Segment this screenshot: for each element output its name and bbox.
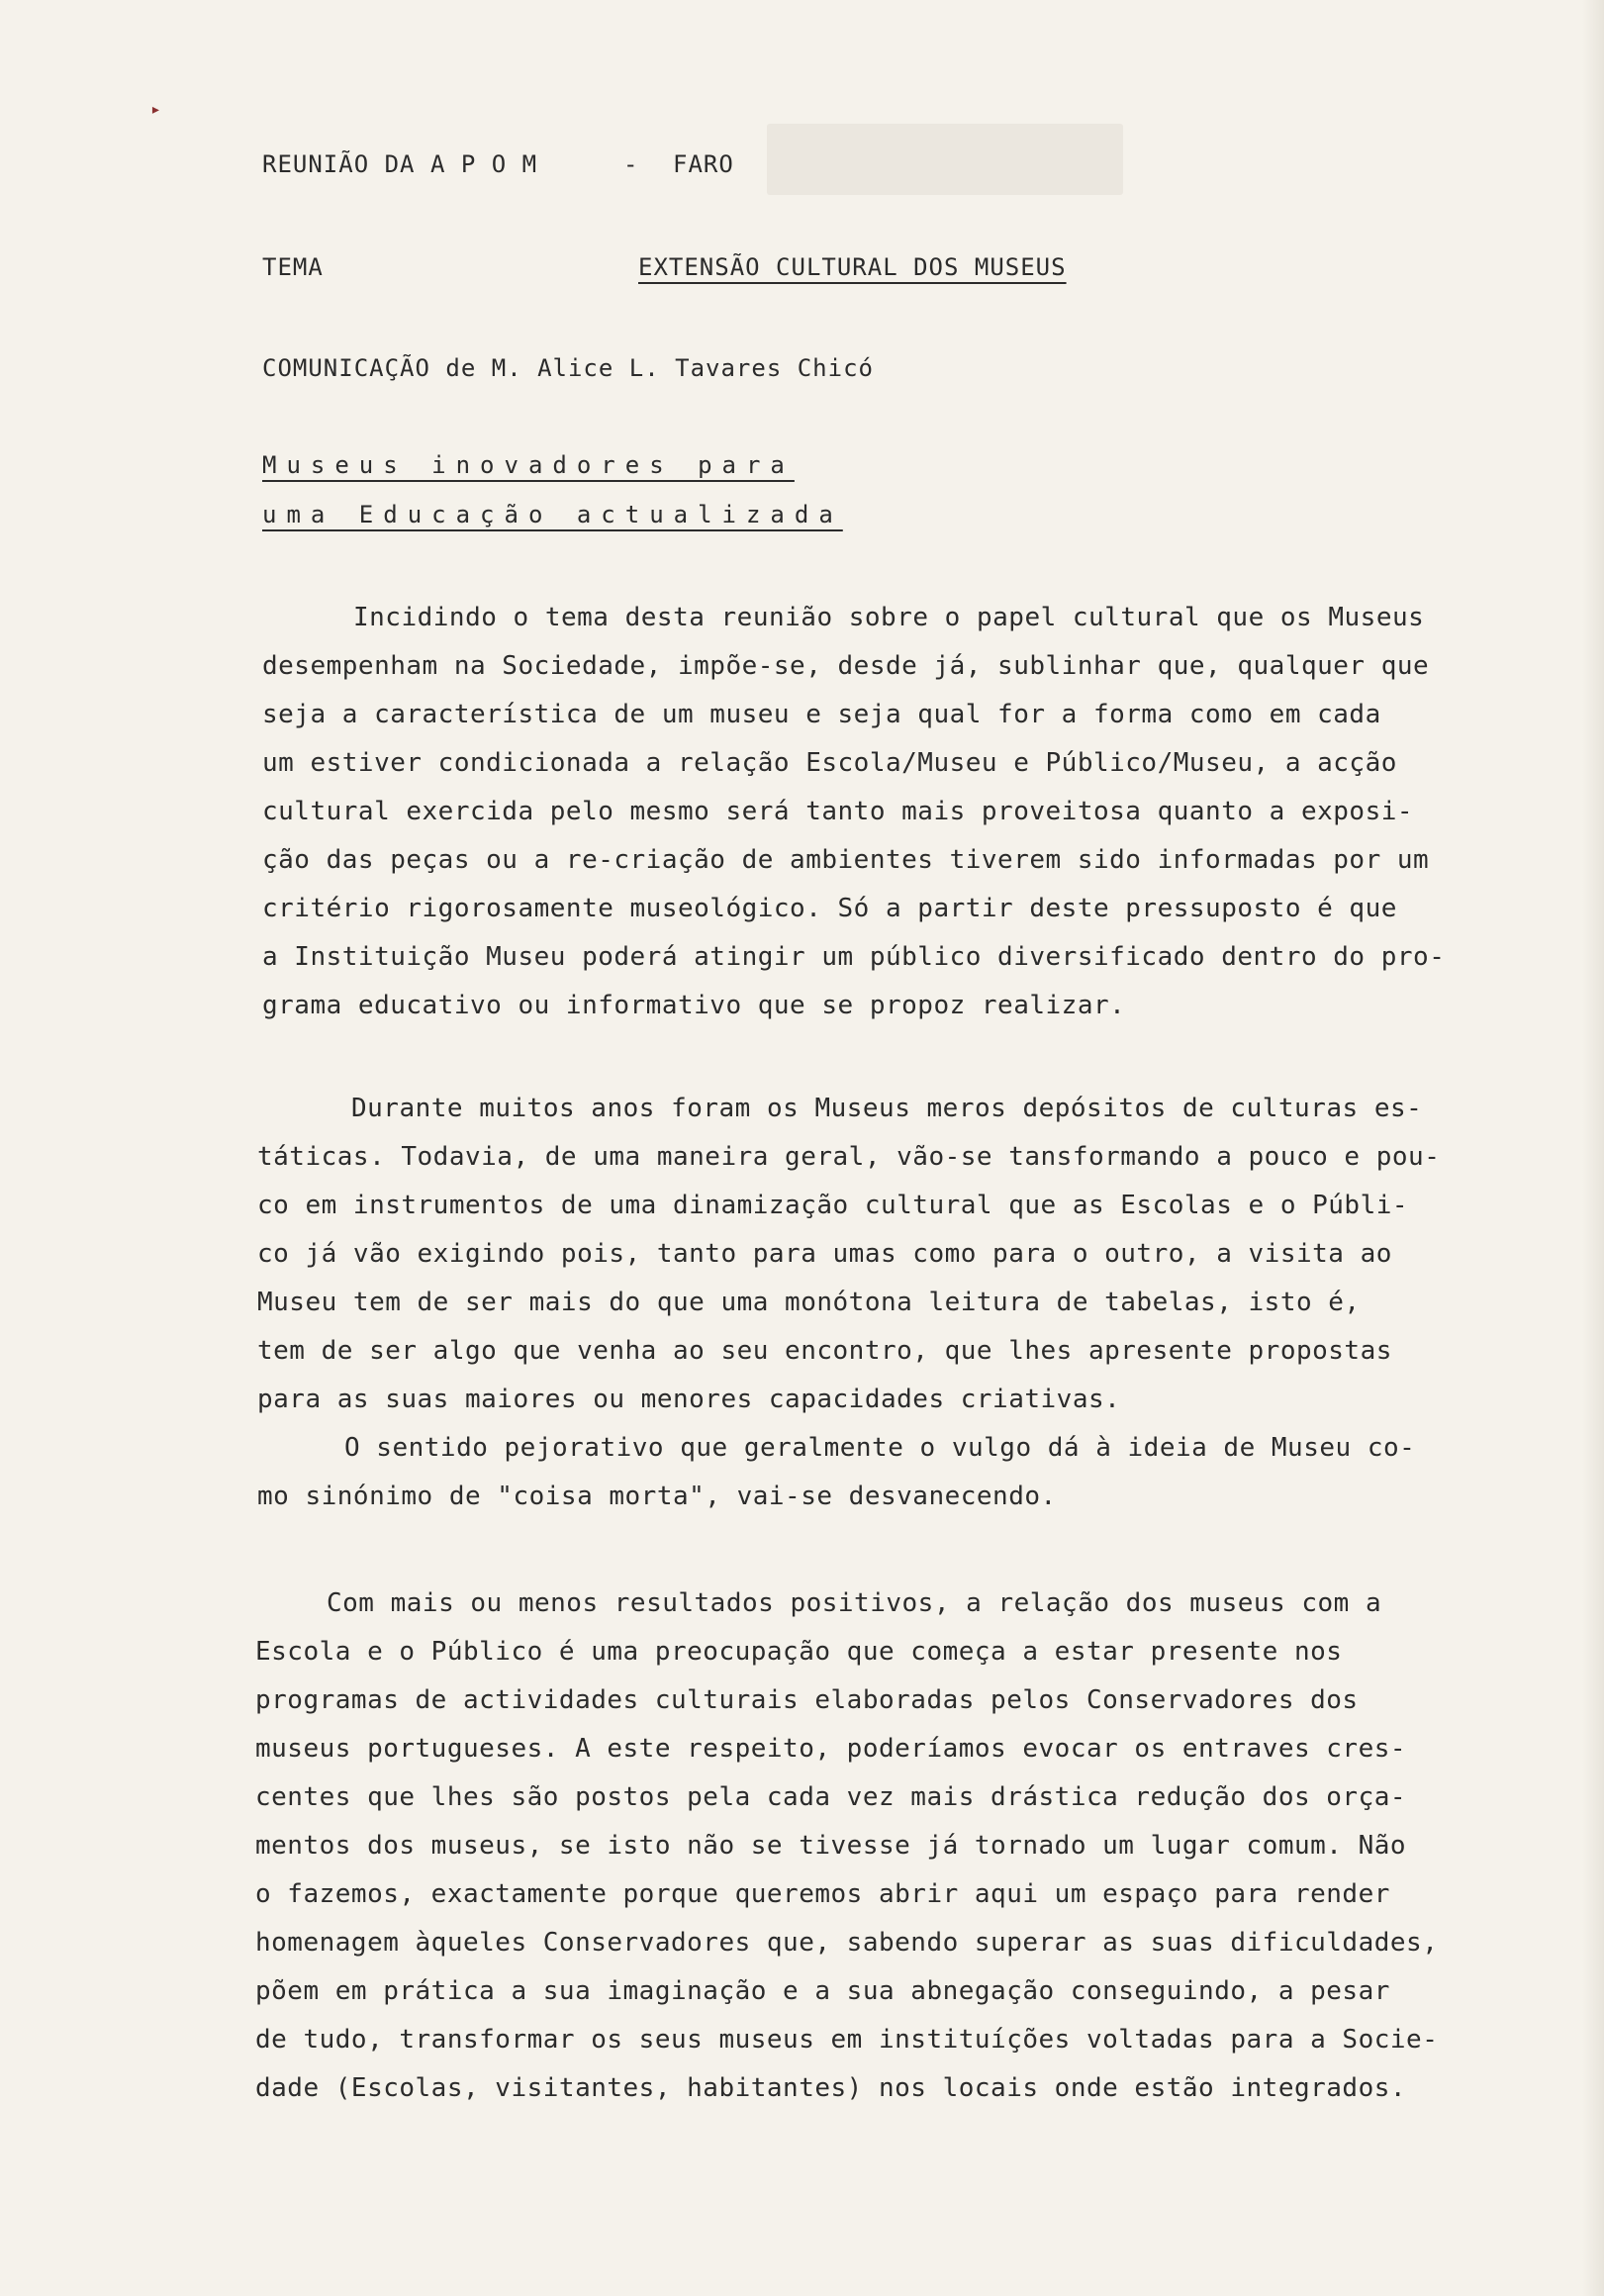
paragraph-line: de tudo, transformar os seus museus em instituíções voltadas para a Socie- bbox=[255, 2025, 1439, 2055]
paragraph-line: homenagem àqueles Conservadores que, sabendo superar as suas dificuldades, bbox=[255, 1928, 1439, 1958]
paragraph-line: mentos dos museus, se isto não se tivesse já tornado um lugar comum. Não bbox=[255, 1831, 1407, 1861]
paragraph-line: co em instrumentos de uma dinamização cultural que as Escolas e o Públi- bbox=[257, 1191, 1409, 1220]
paragraph-line: mo sinónimo de "coisa morta", vai-se desvanecendo. bbox=[257, 1482, 1057, 1511]
header-place: FARO bbox=[673, 150, 734, 178]
communication-line: COMUNICAÇÃO de M. Alice L. Tavares Chicó bbox=[262, 354, 874, 382]
paragraph-line: programas de actividades culturais elaboradas pelos Conservadores dos bbox=[255, 1685, 1359, 1715]
theme-label: TEMA bbox=[262, 253, 324, 281]
paragraph-line: museus portugueses. A este respeito, poderíamos evocar os entraves cres- bbox=[255, 1734, 1407, 1764]
paragraph-line: Com mais ou menos resultados positivos, a relação dos museus com a bbox=[327, 1588, 1382, 1618]
paragraph-2 bbox=[257, 1085, 1573, 1521]
paragraph-line: um estiver condicionada a relação Escola/Museu e Público/Museu, a acção bbox=[262, 748, 1397, 778]
paragraph-line: Museu tem de ser mais do que uma monótona leitura de tabelas, isto é, bbox=[257, 1288, 1361, 1317]
title-line-2: uma Educação actualizada bbox=[262, 501, 843, 528]
paragraph-line: ção das peças ou a re-criação de ambientes tiverem sido informadas por um bbox=[262, 845, 1430, 875]
theme-value: EXTENSÃO CULTURAL DOS MUSEUS bbox=[638, 253, 1067, 281]
paragraph-line: seja a característica de um museu e seja qual for a forma como em cada bbox=[262, 700, 1381, 729]
header-dash: - bbox=[623, 150, 639, 178]
paragraph-line: desempenham na Sociedade, impõe-se, desde já, sublinhar que, qualquer que bbox=[262, 651, 1430, 681]
paragraph-line: Durante muitos anos foram os Museus meros depósitos de culturas es- bbox=[351, 1094, 1423, 1123]
header-meeting: REUNIÃO DA A P O M bbox=[262, 150, 538, 178]
paragraph-3 bbox=[255, 1579, 1581, 2113]
title-line-1: Museus inovadores para bbox=[262, 451, 795, 479]
paragraph-line: põem em prática a sua imaginação e a sua abnegação conseguindo, a pesar bbox=[255, 1976, 1390, 2006]
paragraph-line: táticas. Todavia, de uma maneira geral, vão-se tansformando a pouco e pou- bbox=[257, 1142, 1441, 1172]
paragraph-line: O sentido pejorativo que geralmente o vulgo dá à ideia de Museu co- bbox=[344, 1433, 1416, 1463]
paragraph-line: co já vão exigindo pois, tanto para umas como para o outro, a visita ao bbox=[257, 1239, 1392, 1269]
faded-stamp bbox=[767, 124, 1123, 195]
paragraph-line: o fazemos, exactamente porque queremos abrir aqui um espaço para render bbox=[255, 1879, 1390, 1909]
paragraph-line: critério rigorosamente museológico. Só a partir deste pressuposto é que bbox=[262, 894, 1397, 923]
paragraph-line: centes que lhes são postos pela cada vez mais drástica redução dos orça- bbox=[255, 1782, 1407, 1812]
paragraph-line: tem de ser algo que venha ao seu encontro, que lhes apresente propostas bbox=[257, 1336, 1392, 1366]
paragraph-line: dade (Escolas, visitantes, habitantes) nos locais onde estão integrados. bbox=[255, 2073, 1407, 2103]
paragraph-line: a Instituição Museu poderá atingir um público diversificado dentro do pro- bbox=[262, 942, 1446, 972]
paragraph-line: Incidindo o tema desta reunião sobre o papel cultural que os Museus bbox=[353, 603, 1425, 632]
paragraph-line: para as suas maiores ou menores capacidades criativas. bbox=[257, 1385, 1121, 1414]
page-edge bbox=[1582, 0, 1604, 2296]
paragraph-line: grama educativo ou informativo que se propoz realizar. bbox=[262, 991, 1126, 1020]
paragraph-1 bbox=[262, 594, 1578, 1030]
paragraph-line: Escola e o Público é uma preocupação que começa a estar presente nos bbox=[255, 1637, 1343, 1667]
ink-mark: ▸ bbox=[150, 99, 161, 120]
paragraph-line: cultural exercida pelo mesmo será tanto mais proveitosa quanto a exposi- bbox=[262, 797, 1414, 826]
